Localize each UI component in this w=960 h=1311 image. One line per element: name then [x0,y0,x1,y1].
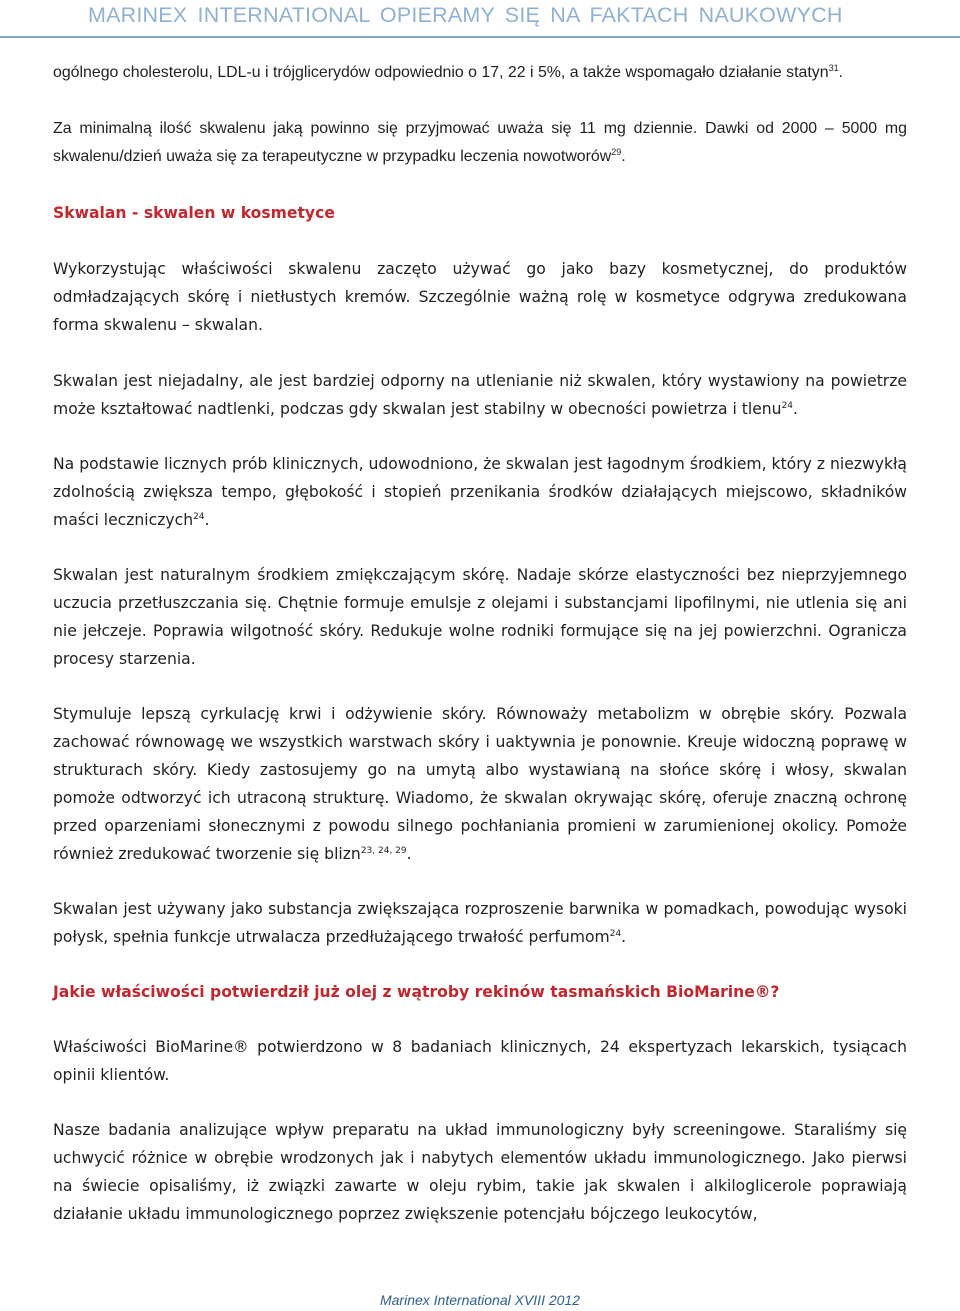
paragraph-biomarine-properties: Właściwości BioMarine® potwierdzono w 8 badaniach klinicznych, 24 ekspertyzach lekarskich, tysiącach opinii klientów. [53,1038,907,1084]
paragraph-circulation: Stymuluje lepszą cyrkulację krwi i odżywienie skóry. Równoważy metabolizm w obrębie skóry. Pozwala zachować równowagę we wszystkich warstwach skóry i uaktywnia je ponownie. Kreuje widoczną poprawę w strukturach skóry. Kiedy zastosujemy go na umytą albo wystawianą na słońce skórę i włosy, skwalan pomoże odtworzyć ich utraconą strukturę. Wiadomo, że skwalan okrywając skórę, oferuje znaczną ochronę przed oparzeniami słonecznymi z powodu silnego pochłaniania promieni w zarumienionej okolicy. Pomoże również zredukować tworzenie się blizn$^{23, 24, 29}$. [53,705,907,863]
page-header [0,0,960,38]
reference: 24 [609,929,622,939]
paragraph-lipstick: Skwalan jest używany jako substancja zwiększająca rozproszenie barwnika w pomadkach, powodując wysoki połysk, spełnia funkcje utrwalacza przedłużającego trwałość perfumom$^{24}$. [53,900,907,946]
paragraph-immune-research: Nasze badania analizujące wpływ preparatu na układ immunologiczny były screeningowe. Staraliśmy się uchwycić różnice w obrębie wrodzonych jak i nabytych elementów układu immunologicznego. Jako pierwsi na świecie opisaliśmy, iż związki zawarte w oleju rybim, takie jak skwalen i alkiloglicerole poprawiają działanie układu immunologicznego poprzez zwiększenie potencjału bójczego leukocytów, [53,1121,907,1223]
page-footer [0,1292,960,1308]
section-heading-biomarine: Jakie właściwości potwierdził już olej z wątroby rekinów tasmańskich BioMarine®? [53,983,780,1001]
footer-text: Marinex International XVIII 2012 [379,1292,580,1308]
reference: 24 [781,401,794,411]
reference: 31 [828,63,839,73]
reference: 29 [611,147,622,157]
paragraph-emollient: Skwalan jest naturalnym środkiem zmiękczającym skórę. Nadaje skórze elastyczności bez nieprzyjemnego uczucia przetłuszczania się. Chętnie formuje emulsje z olejami i substancjami lipofilnymi, nie utlenia się ani nie jełczeje. Poprawia wilgotność skóry. Redukuje wolne rodniki formujące się na jej powierzchni. Ogranicza procesy starzenia. [53,566,907,668]
paragraph-cholesterol: ogólnego cholesterolu, LDL-u i trójglicerydów odpowiednio o 17, 22 i 5%, a także wspomagało działanie statyn$^{31}$. [53,63,844,81]
reference: 24 [193,512,205,522]
paragraph-oxidation: Skwalan jest niejadalny, ale jest bardziej odporny na utlenianie niż skwalen, który wystawiony na powietrze może kształtować nadtlenki, podczas gdy skwalan jest stabilny w obecności powietrza i tlenu$^{24}$. [53,372,907,418]
section-heading-cosmetics: Skwalan - skwalen w kosmetyce [53,204,335,222]
reference: 23, 24, 29 [360,846,407,856]
header-title: MARINEX INTERNATIONAL OPIERAMY SIĘ NA FAKTACH NAUKOWYCH [88,3,843,27]
paragraph-dosage: Za minimalną ilość skwalenu jaką powinno się przyjmować uważa się 11 mg dziennie. Dawki od 2000 – 5000 mg skwalenu/dzień uważa się za terapeutyczne w przypadku leczenia nowotworów$^{29}$. [53,120,907,165]
article-body [53,59,907,1228]
paragraph-clinical-trials: Na podstawie licznych prób klinicznych, udowodniono, że skwalan jest łagodnym środkiem, który z niezwykłą zdolnością zwiększa tempo, głębokość i stopień przenikania środków działających miejscowo, składników maści leczniczych$^{24}$. [53,455,907,529]
paragraph-cosmetic-base: Wykorzystując właściwości skwalenu zaczęto używać go jako bazy kosmetycznej, do produktów odmładzających skórę i nietłustych kremów. Szczególnie ważną rolę w kosmetyce odgrywa zredukowana forma skwalenu – skwalan. [53,260,907,334]
